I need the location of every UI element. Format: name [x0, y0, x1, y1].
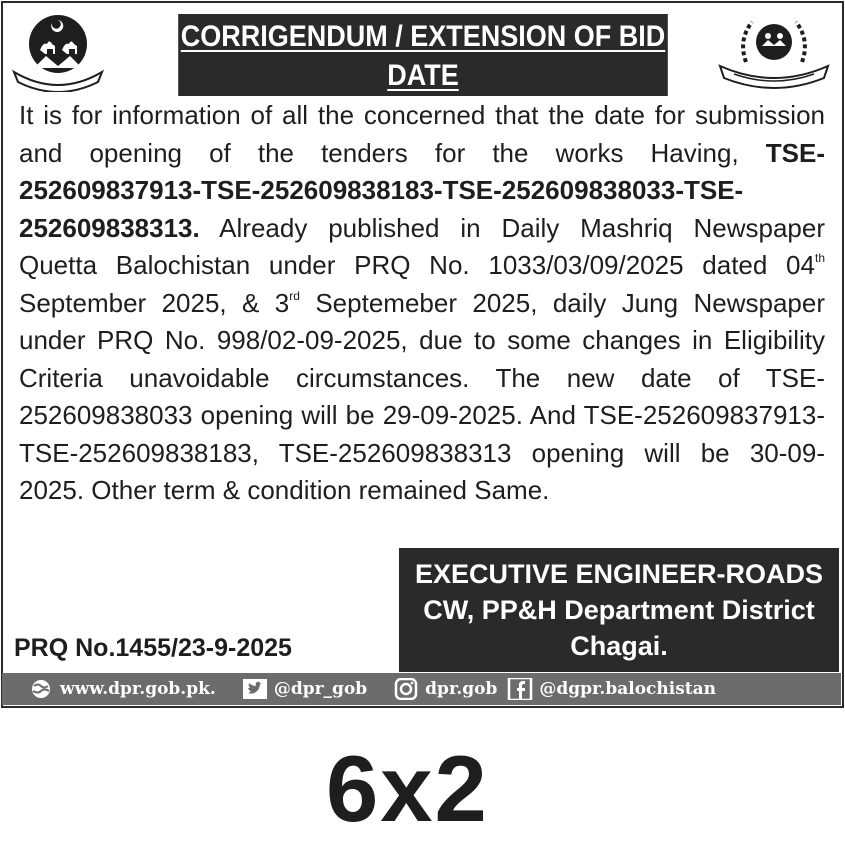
superscript-th: th — [814, 251, 825, 265]
facebook-icon — [507, 678, 533, 700]
twitter-handle: @dpr_gob — [273, 679, 368, 699]
body-text-part4: Septemeber 2025, daily Jung Newspaper under PRQ No. 998/02-09-2025, due to some changes in Eligibility Criteria unavoidable circumstances. The new date of TSE-252609838033 opening will be 29-09-2025. And TSE-252609837913-TSE-252609838183, TSE-252609838313 opening will be 30-09-2025. Other term & condition remained Same. — [19, 287, 826, 505]
tender-numbers: TSE-252609837913-TSE-252609838183-TSE-252609838033-TSE-252609838313. — [19, 137, 825, 243]
signatory-line1: EXECUTIVE ENGINEER-ROADS — [414, 559, 824, 589]
footer-facebook — [507, 678, 716, 700]
body-text-part1: It is for information of all the concerned that the date for submission and opening of the tenders for the works Having, — [19, 100, 825, 168]
footer-bar — [2, 673, 841, 705]
instagram-handle: dpr.gob — [425, 679, 498, 699]
balochistan-government-logo — [12, 14, 104, 92]
dgpr-emblem-logo — [716, 12, 832, 92]
twitter-icon — [242, 678, 268, 700]
prq-number: PRQ No.1455/23-9-2025 — [14, 634, 292, 662]
superscript-rd: rd — [289, 288, 300, 303]
signatory-line2: CW, PP&H Department District — [423, 595, 815, 625]
website-text: www.dpr.gob.pk. — [60, 679, 216, 699]
facebook-handle: @dgpr.balochistan — [539, 679, 717, 699]
notice-title — [178, 14, 668, 96]
notice-title-line1: CORRIGENDUM / EXTENSION OF BID — [180, 20, 666, 53]
ad-size-label: 6x2 — [326, 736, 489, 841]
body-text-part3: September 2025, & 3 — [19, 287, 290, 318]
signatory-block — [399, 548, 839, 672]
globe-icon — [28, 678, 54, 700]
notice-body — [19, 97, 825, 510]
instagram-icon — [393, 678, 419, 700]
footer-website — [28, 678, 216, 700]
footer-twitter — [242, 678, 367, 700]
body-text-part2: Already published in Daily Mashriq Newspaper Quetta Balochistan under PRQ No. 1033/03/09/2025 dated 04 — [19, 212, 825, 280]
signatory-line3: Chagai. — [570, 631, 668, 661]
notice-title-line2: DATE — [387, 59, 459, 92]
footer-instagram — [393, 678, 497, 700]
